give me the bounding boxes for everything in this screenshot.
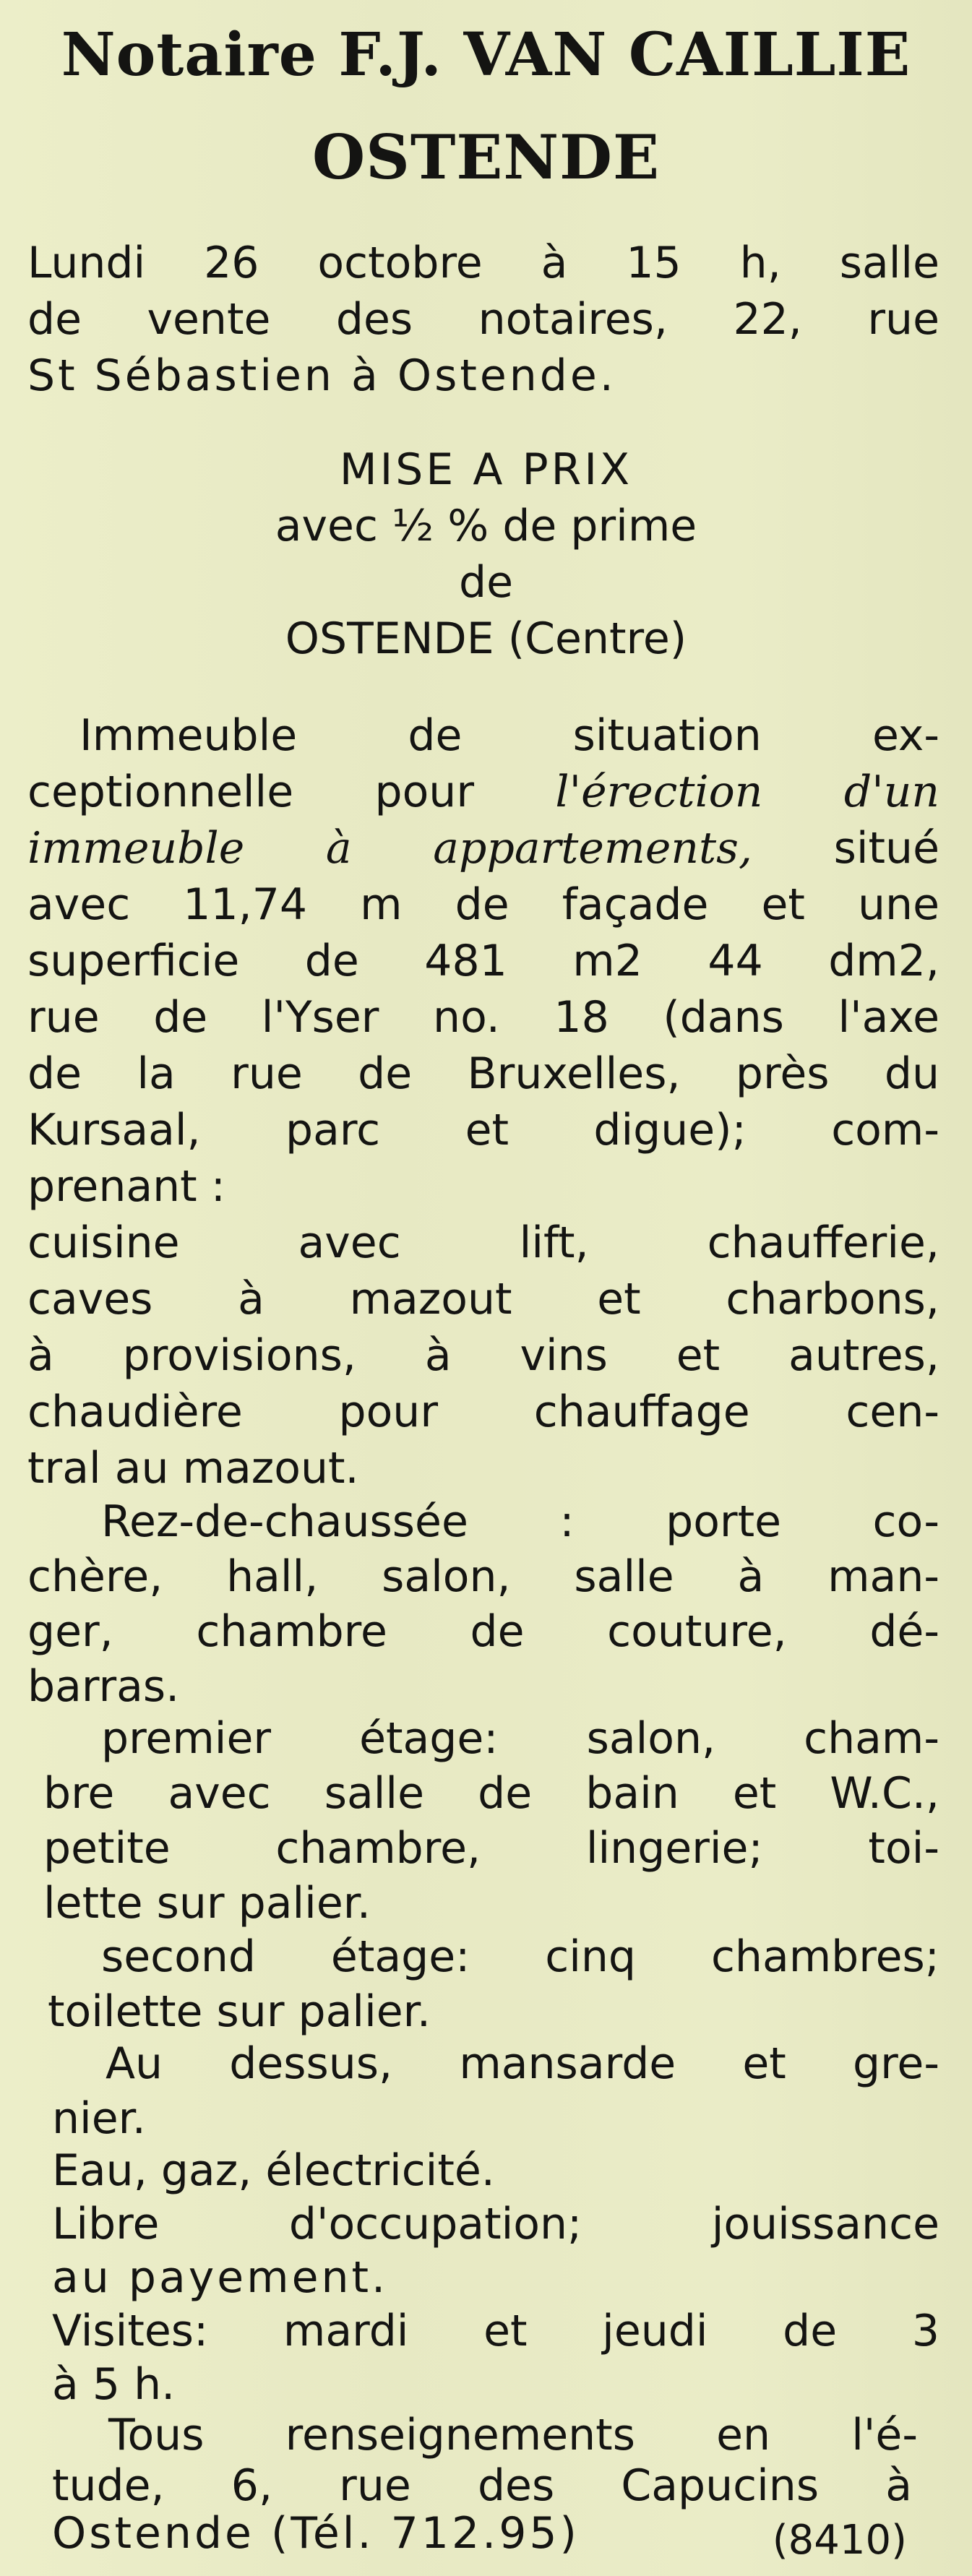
ground-floor-line: chère, hall, salon, salle à man- [27,1551,939,1602]
location-heading: OSTENDE (Centre) [285,613,687,664]
sale-heading: de [459,557,513,608]
contact-line: tude, 6, rue des Capucins à [52,2460,912,2511]
first-floor-line: premier étage: salon, cham- [101,1713,939,1764]
visits-line: à 5 h. [52,2359,176,2410]
sale-heading: MISE A PRIX [339,444,633,495]
description-line: tral au mazout. [27,1443,359,1494]
description-line: caves à mazout et charbons, [27,1274,939,1324]
attic-line: nier. [52,2093,146,2144]
description-emphasis: l'érection d'un [555,767,940,817]
occupation-line: Libre d'occupation; jouissance [52,2199,939,2249]
description-emphasis: immeuble à appartements, [27,823,752,874]
description-text: ceptionnelle pour [27,767,474,817]
ground-floor-line: ger, chambre de couture, dé- [27,1606,939,1657]
description-line: cuisine avec lift, chaufferie, [27,1218,939,1268]
second-floor-line: toilette sur palier. [48,1986,431,2037]
description-line: prenant : [27,1161,225,1212]
description-line: Immeuble de situation ex- [79,710,939,761]
description-line: chaudière pour chauffage cen- [27,1387,939,1437]
intro-line: de vente des notaires, 22, rue [27,294,939,345]
notary-title: Notaire F.J. VAN CAILLIE [61,20,911,90]
description-line [27,766,939,818]
city-heading: OSTENDE [311,121,661,193]
description-line: Kursaal, parc et digue); com- [27,1105,939,1155]
contact-line: Tous renseignements en l'é- [108,2410,918,2460]
utilities-line: Eau, gaz, électricité. [52,2145,495,2196]
description-line: à provisions, à vins et autres, [27,1330,939,1381]
description-line: de la rue de Bruxelles, près du [27,1048,939,1099]
contact-line: Ostende (Tél. 712.95) [52,2508,580,2559]
description-line: rue de l'Yser no. 18 (dans l'axe [27,992,939,1043]
attic-line: Au dessus, mansarde et gre- [106,2038,939,2089]
second-floor-line: second étage: cinq chambres; [101,1931,939,1982]
visits-line: Visites: mardi et jeudi de 3 [52,2306,939,2356]
first-floor-line: petite chambre, lingerie; toi- [43,1823,939,1874]
description-line [27,822,939,874]
description-line: superficie de 481 m2 44 dm2, [27,936,939,986]
first-floor-line: bre avec salle de bain et W.C., [43,1768,939,1819]
ground-floor-line: barras. [27,1661,180,1712]
description-text: situé [833,823,939,874]
sale-heading: avec ½ % de prime [275,501,697,551]
intro-line: Lundi 26 octobre à 15 h, salle [27,238,939,288]
reference-number: (8410) [772,2517,907,2564]
description-line: avec 11,74 m de façade et une [27,879,939,930]
ground-floor-line: Rez-de-chaussée : porte co- [101,1496,939,1547]
occupation-line: au payement. [52,2252,389,2303]
first-floor-line: lette sur palier. [43,1878,371,1929]
intro-line: St Sébastien à Ostende. [27,350,616,401]
